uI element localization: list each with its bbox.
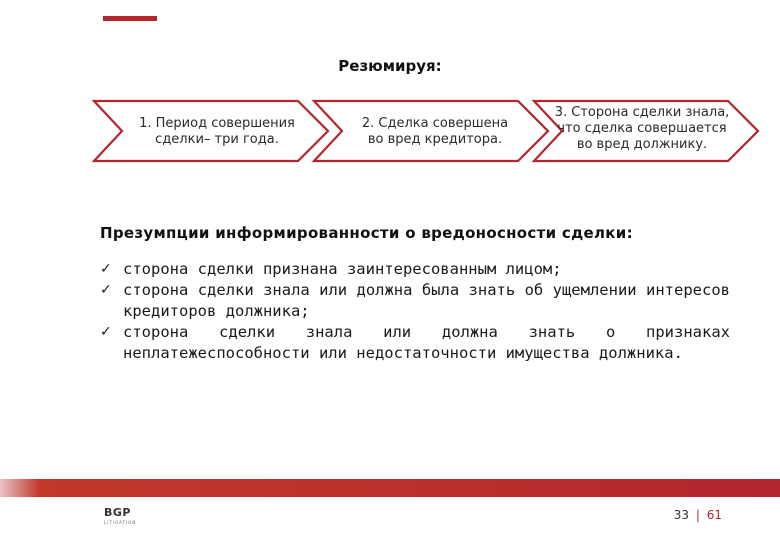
chevron-3-text [552, 105, 732, 153]
list-item [100, 322, 730, 364]
chevron-1-line-1: 1. Период совершения [139, 116, 295, 131]
page-separator: | [695, 508, 700, 522]
list-item-text: сторона сделки знала или должна была знать об ущемлении интересов кредиторов должника; [123, 281, 730, 320]
list-item [100, 259, 730, 280]
chevron-1-text [132, 116, 302, 148]
page-total: 61 [706, 508, 722, 522]
chevron-1-line-2: сделки– три года. [155, 132, 279, 147]
chevron-3-line-1: 3. Сторона сделки знала, [554, 105, 730, 120]
presumptions-heading: Презумпции информированности о вредоносности сделки: [100, 224, 633, 242]
check-icon: ✓ [100, 324, 112, 340]
check-icon: ✓ [100, 282, 112, 298]
slide-title: Резюмируя: [338, 57, 442, 75]
list-item [100, 280, 730, 322]
logo-tagline: LITIGATION [104, 520, 137, 525]
logo-wordmark: BGP [104, 506, 131, 519]
page-current: 33 [673, 508, 690, 522]
page-number [674, 508, 722, 522]
company-logo [104, 506, 136, 525]
footer-band [0, 479, 780, 497]
check-icon: ✓ [100, 261, 112, 277]
chevron-3-line-2: что сделка совершается [557, 121, 727, 136]
chevron-2-text [350, 116, 520, 148]
chevron-2-line-1: 2. Сделка совершена [361, 116, 509, 131]
list-item-text: сторона сделки знала или должна знать о признаках неплатежеспособности или недостаточности имущества должника. [123, 323, 730, 362]
chevron-2-line-2: во вред кредитора. [367, 132, 503, 147]
accent-bar [103, 16, 157, 21]
chevron-3-line-3: во вред должнику. [576, 137, 708, 152]
presumptions-list [100, 259, 730, 364]
process-chevrons [92, 99, 762, 163]
list-item-text: сторона сделки признана заинтересованным лицом; [123, 260, 562, 278]
